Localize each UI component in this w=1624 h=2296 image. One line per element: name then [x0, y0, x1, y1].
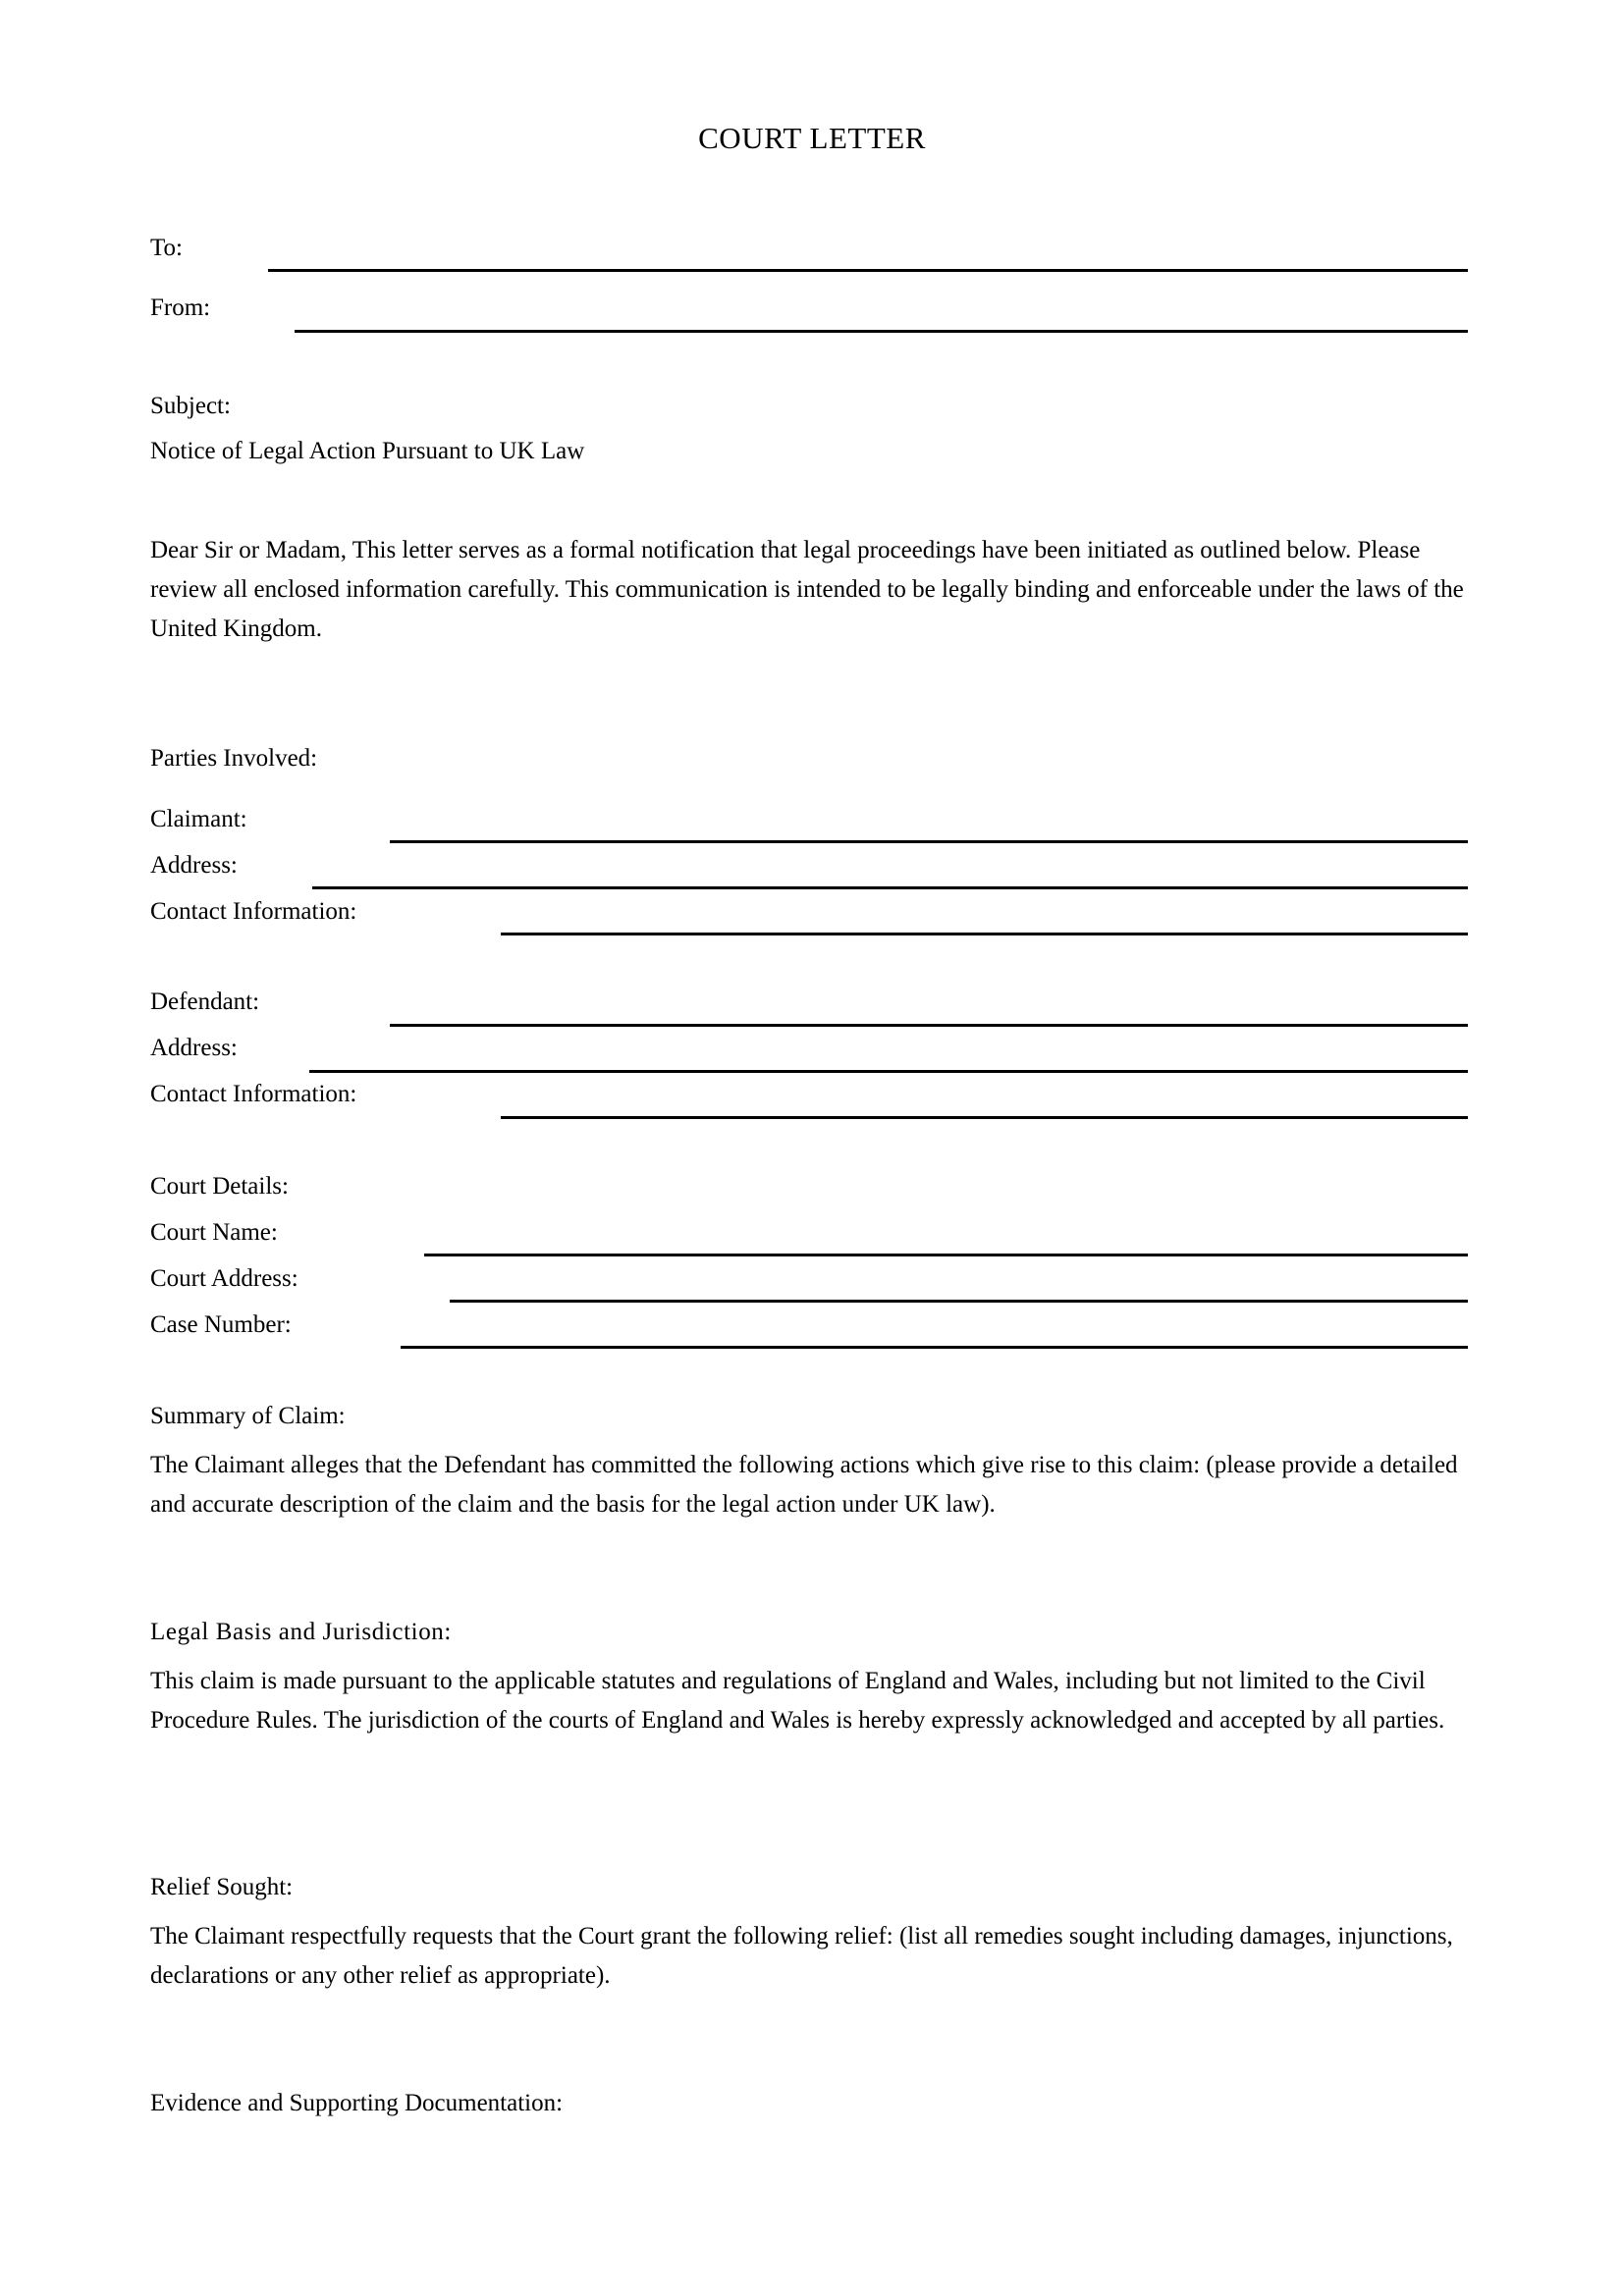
court-address-input-rule[interactable] — [450, 1300, 1468, 1303]
from-field-label: From: — [150, 294, 211, 321]
court-address-label: Court Address: — [150, 1265, 298, 1292]
page-title: COURT LETTER — [698, 121, 926, 155]
court-name-label: Court Name: — [150, 1219, 278, 1246]
court-name-input-rule[interactable] — [424, 1254, 1468, 1256]
case-number-input-rule[interactable] — [401, 1346, 1468, 1349]
defendant-name-label: Defendant: — [150, 988, 260, 1015]
legal-basis-heading: Legal Basis and Jurisdiction: — [150, 1619, 452, 1645]
defendant-address-input-rule[interactable] — [309, 1070, 1468, 1073]
claimant-contact-label: Contact Information: — [150, 898, 357, 925]
parties-involved-heading: Parties Involved: — [150, 745, 318, 772]
legal-basis-body: This claim is made pursuant to the applicable statutes and regulations of England and Wales, including but not limited to the Civil Procedure Rules. The jurisdiction of the courts of England and Wales is hereby expressly acknowledged and accepted by all parties. — [150, 1668, 1445, 1734]
summary-of-claim-body: The Claimant alleges that the Defendant has committed the following actions which give rise to this claim: (please provide a detailed and accurate description of the claim and the basis for the legal action under UK law). — [150, 1452, 1458, 1518]
defendant-address-label: Address: — [150, 1035, 238, 1061]
relief-sought-body: The Claimant respectfully requests that the Court grant the following relief: (list all remedies sought including damages, injunctions, declarations or any other relief as appropriate). — [150, 1923, 1453, 1989]
to-field-input-rule[interactable] — [268, 269, 1468, 272]
summary-of-claim-heading: Summary of Claim: — [150, 1403, 346, 1429]
claimant-address-label: Address: — [150, 852, 238, 879]
defendant-name-input-rule[interactable] — [390, 1024, 1468, 1027]
evidence-heading: Evidence and Supporting Documentation: — [150, 2090, 564, 2116]
relief-sought-heading: Relief Sought: — [150, 1874, 294, 1900]
claimant-contact-input-rule[interactable] — [501, 933, 1468, 935]
from-field-input-rule[interactable] — [295, 330, 1468, 333]
subject-value: Notice of Legal Action Pursuant to UK Law — [150, 438, 585, 464]
defendant-contact-input-rule[interactable] — [501, 1116, 1468, 1119]
case-number-label: Case Number: — [150, 1311, 292, 1338]
subject-label: Subject: — [150, 393, 231, 419]
to-field-label: To: — [150, 235, 183, 261]
salutation-paragraph: Dear Sir or Madam, This letter serves as a formal notification that legal proceedings have been initiated as outlined below. Please review all enclosed information carefully. This communication is intended to be legally binding and enforceable under the laws of the United Kingdom. — [150, 537, 1464, 642]
court-details-heading: Court Details: — [150, 1173, 289, 1200]
claimant-name-input-rule[interactable] — [390, 840, 1468, 843]
defendant-contact-label: Contact Information: — [150, 1081, 357, 1107]
claimant-name-label: Claimant: — [150, 806, 247, 832]
claimant-address-input-rule[interactable] — [312, 886, 1468, 889]
